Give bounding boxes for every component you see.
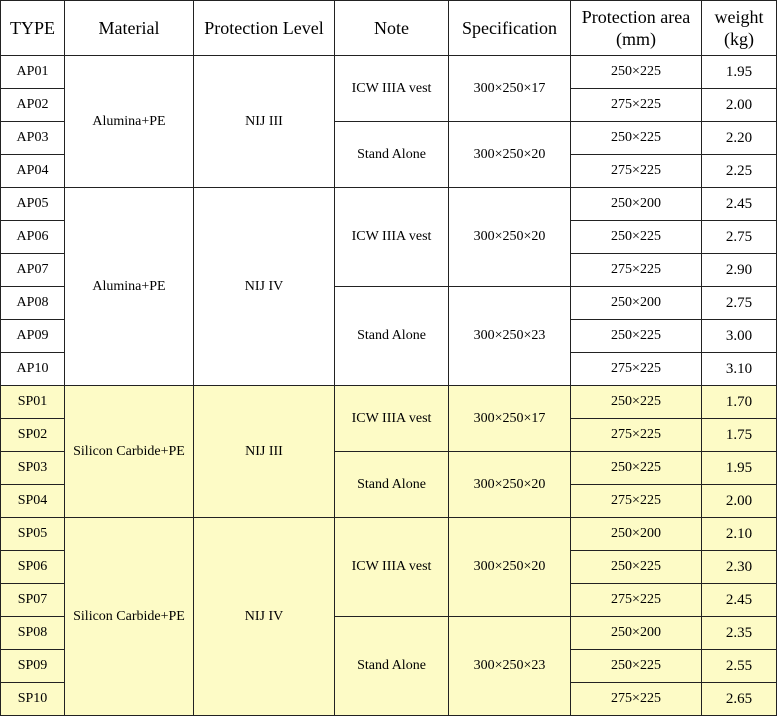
type-cell: SP05 bbox=[1, 518, 65, 551]
note-cell: ICW IIIA vest bbox=[335, 386, 449, 452]
weight-cell: 1.70 bbox=[702, 386, 777, 419]
table-row bbox=[1, 56, 777, 89]
table-row bbox=[1, 386, 777, 419]
weight-cell: 1.95 bbox=[702, 452, 777, 485]
material-cell: Alumina+PE bbox=[65, 188, 194, 386]
type-cell: AP03 bbox=[1, 122, 65, 155]
weight-cell: 2.20 bbox=[702, 122, 777, 155]
note-cell: Stand Alone bbox=[335, 287, 449, 386]
header-weight: weight (kg) bbox=[702, 1, 777, 56]
protection-area-cell: 250×225 bbox=[571, 56, 702, 89]
type-cell: AP01 bbox=[1, 56, 65, 89]
weight-cell: 2.45 bbox=[702, 188, 777, 221]
specification-cell: 300×250×23 bbox=[449, 287, 571, 386]
type-cell: SP04 bbox=[1, 485, 65, 518]
type-cell: SP01 bbox=[1, 386, 65, 419]
header-row bbox=[1, 1, 777, 56]
protection-area-cell: 250×225 bbox=[571, 650, 702, 683]
weight-cell: 2.00 bbox=[702, 89, 777, 122]
specification-cell: 300×250×20 bbox=[449, 518, 571, 617]
protection-area-cell: 250×225 bbox=[571, 221, 702, 254]
protection-area-cell: 250×225 bbox=[571, 551, 702, 584]
protection-area-cell: 250×225 bbox=[571, 452, 702, 485]
table-row bbox=[1, 518, 777, 551]
header-material: Material bbox=[65, 1, 194, 56]
weight-cell: 2.75 bbox=[702, 287, 777, 320]
protection-area-cell: 275×225 bbox=[571, 485, 702, 518]
type-cell: AP08 bbox=[1, 287, 65, 320]
protection-area-cell: 275×225 bbox=[571, 353, 702, 386]
note-cell: ICW IIIA vest bbox=[335, 188, 449, 287]
type-cell: AP09 bbox=[1, 320, 65, 353]
protection-area-cell: 250×200 bbox=[571, 287, 702, 320]
header-protection-area: Protection area (mm) bbox=[571, 1, 702, 56]
type-cell: AP05 bbox=[1, 188, 65, 221]
weight-cell: 2.25 bbox=[702, 155, 777, 188]
weight-cell: 2.75 bbox=[702, 221, 777, 254]
weight-cell: 2.65 bbox=[702, 683, 777, 716]
type-cell: SP07 bbox=[1, 584, 65, 617]
protection-level-cell: NIJ IV bbox=[194, 188, 335, 386]
table-row bbox=[1, 188, 777, 221]
weight-cell: 3.10 bbox=[702, 353, 777, 386]
protection-area-cell: 275×225 bbox=[571, 683, 702, 716]
type-cell: SP08 bbox=[1, 617, 65, 650]
specification-cell: 300×250×23 bbox=[449, 617, 571, 716]
type-cell: SP09 bbox=[1, 650, 65, 683]
type-cell: AP02 bbox=[1, 89, 65, 122]
header-specification: Specification bbox=[449, 1, 571, 56]
protection-area-cell: 250×225 bbox=[571, 122, 702, 155]
specification-cell: 300×250×20 bbox=[449, 452, 571, 518]
note-cell: ICW IIIA vest bbox=[335, 56, 449, 122]
material-cell: Alumina+PE bbox=[65, 56, 194, 188]
protection-area-cell: 275×225 bbox=[571, 155, 702, 188]
type-cell: SP03 bbox=[1, 452, 65, 485]
weight-cell: 2.45 bbox=[702, 584, 777, 617]
protection-level-cell: NIJ III bbox=[194, 386, 335, 518]
protection-level-cell: NIJ III bbox=[194, 56, 335, 188]
protection-area-cell: 250×225 bbox=[571, 386, 702, 419]
weight-cell: 2.55 bbox=[702, 650, 777, 683]
weight-cell: 3.00 bbox=[702, 320, 777, 353]
header-type: TYPE bbox=[1, 1, 65, 56]
note-cell: Stand Alone bbox=[335, 452, 449, 518]
type-cell: SP06 bbox=[1, 551, 65, 584]
type-cell: AP04 bbox=[1, 155, 65, 188]
specification-cell: 300×250×17 bbox=[449, 386, 571, 452]
weight-cell: 2.35 bbox=[702, 617, 777, 650]
note-cell: Stand Alone bbox=[335, 617, 449, 716]
protection-area-cell: 275×225 bbox=[571, 89, 702, 122]
protection-area-cell: 275×225 bbox=[571, 419, 702, 452]
protection-level-cell: NIJ IV bbox=[194, 518, 335, 716]
weight-cell: 2.10 bbox=[702, 518, 777, 551]
type-cell: AP10 bbox=[1, 353, 65, 386]
protection-area-cell: 250×200 bbox=[571, 188, 702, 221]
note-cell: ICW IIIA vest bbox=[335, 518, 449, 617]
material-cell: Silicon Carbide+PE bbox=[65, 386, 194, 518]
specification-cell: 300×250×20 bbox=[449, 188, 571, 287]
specification-cell: 300×250×20 bbox=[449, 122, 571, 188]
weight-cell: 2.30 bbox=[702, 551, 777, 584]
weight-cell: 1.75 bbox=[702, 419, 777, 452]
material-cell: Silicon Carbide+PE bbox=[65, 518, 194, 716]
protection-area-cell: 250×200 bbox=[571, 518, 702, 551]
protection-area-cell: 250×225 bbox=[571, 320, 702, 353]
header-note: Note bbox=[335, 1, 449, 56]
protection-area-cell: 250×200 bbox=[571, 617, 702, 650]
header-protection-level: Protection Level bbox=[194, 1, 335, 56]
weight-cell: 1.95 bbox=[702, 56, 777, 89]
weight-cell: 2.00 bbox=[702, 485, 777, 518]
type-cell: SP10 bbox=[1, 683, 65, 716]
weight-cell: 2.90 bbox=[702, 254, 777, 287]
specification-cell: 300×250×17 bbox=[449, 56, 571, 122]
type-cell: AP07 bbox=[1, 254, 65, 287]
note-cell: Stand Alone bbox=[335, 122, 449, 188]
type-cell: SP02 bbox=[1, 419, 65, 452]
type-cell: AP06 bbox=[1, 221, 65, 254]
protection-area-cell: 275×225 bbox=[571, 254, 702, 287]
protection-area-cell: 275×225 bbox=[571, 584, 702, 617]
